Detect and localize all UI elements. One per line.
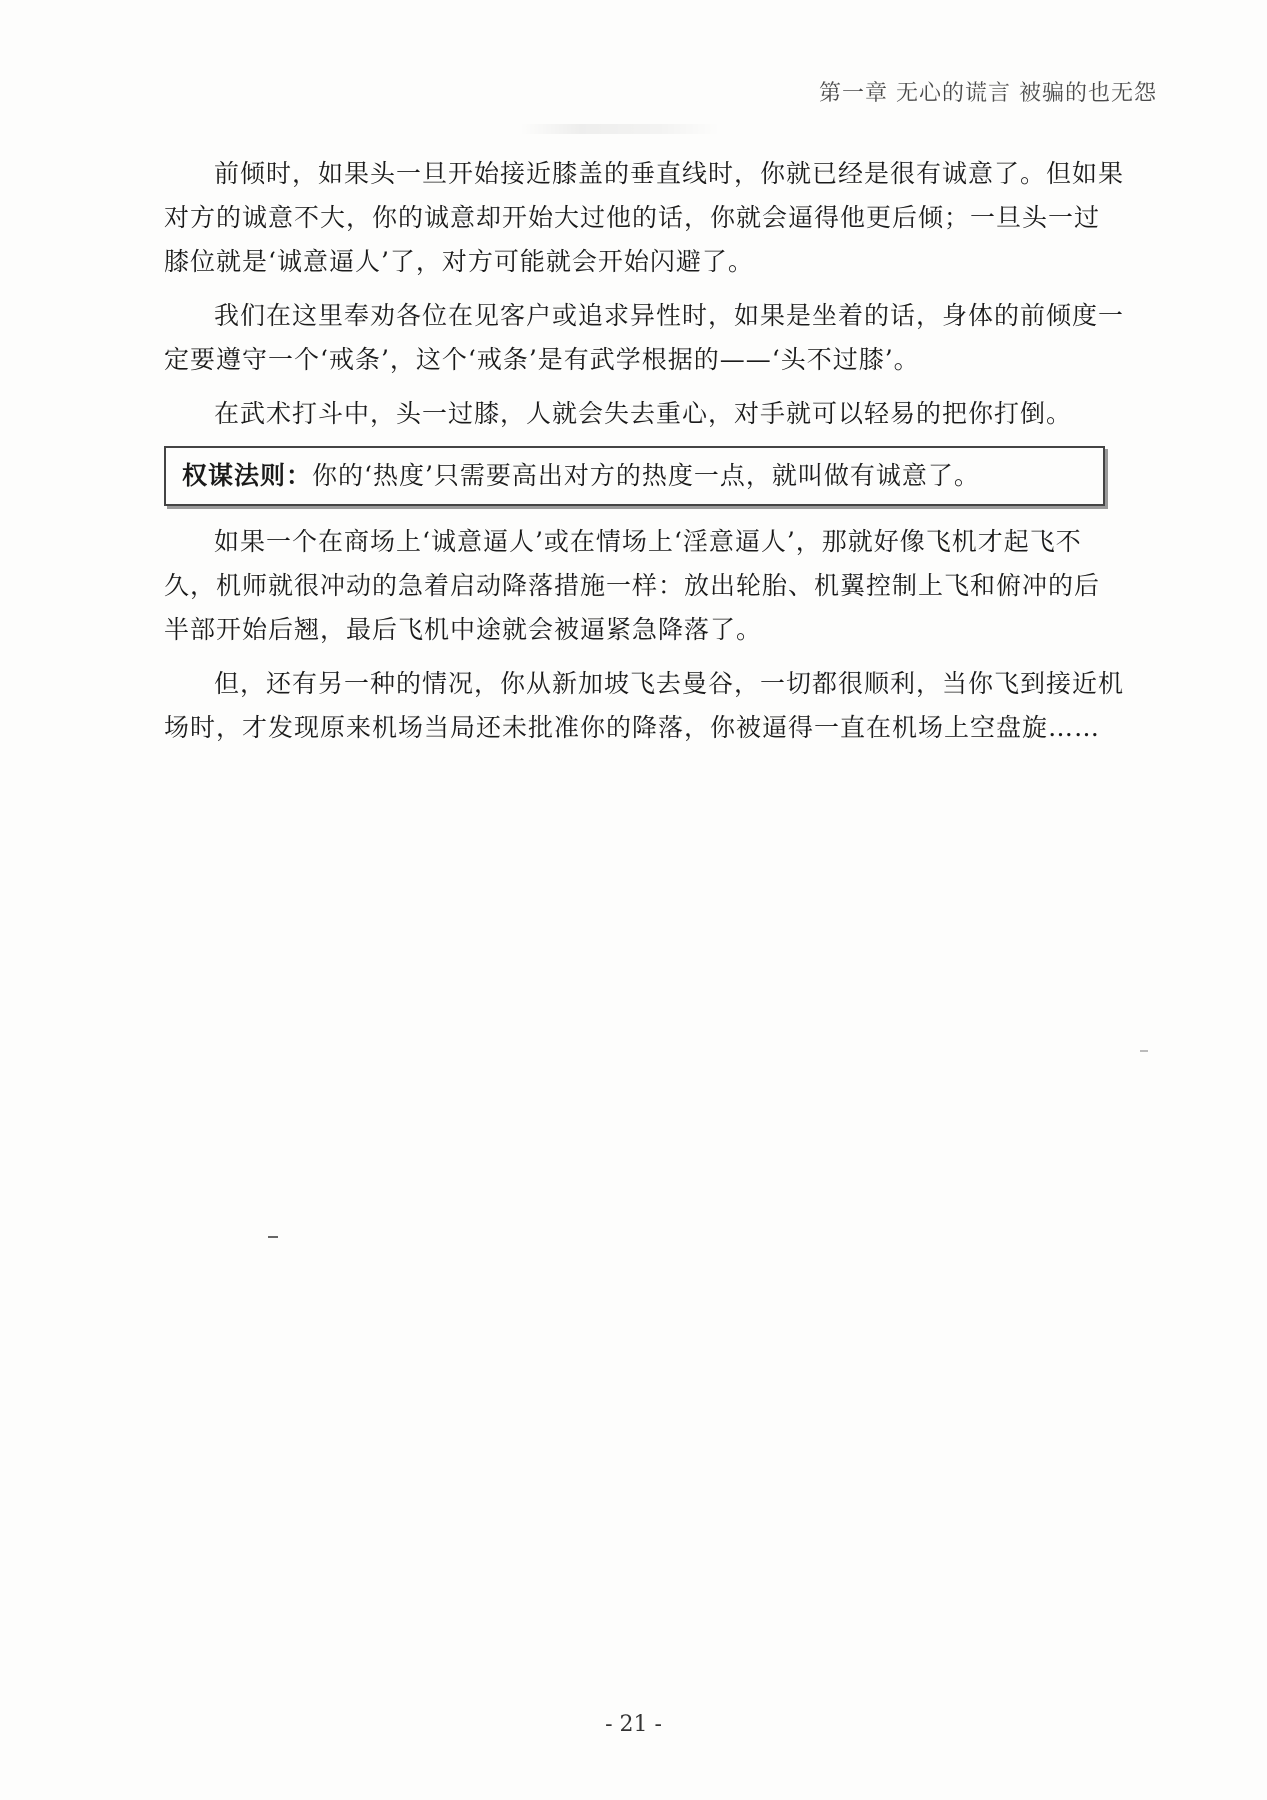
scan-speck [268,1236,278,1238]
paragraph: 如果一个在商场上‘诚意逼人’或在情场上‘淫意逼人’，那就好像飞机才起飞不久，机师就很冲动的急着启动降落措施一样：放出轮胎、机翼控制上飞和俯冲的后半部开始后翘，最后飞机中途就会被逼紧急降落了。 [164,527,1101,644]
paragraph: 前倾时，如果头一旦开始接近膝盖的垂直线时，你就已经是很有诚意了。但如果对方的诚意不大，你的诚意却开始大过他的话，你就会逼得他更后倾；一旦头一过膝位就是‘诚意逼人’了，对方可能就会开始闪避了。 [164,159,1125,276]
rule-callout [182,454,1087,498]
paragraph: 我们在这里奉劝各位在见客户或追求异性时，如果是坐着的话，身体的前倾度一定要遵守一个‘戒条’，这个‘戒条’是有武学根据的——‘头不过膝’。 [164,301,1125,374]
scan-artifact [520,124,720,134]
page-number: - 21 - [605,1712,662,1737]
rule-callout-box [164,446,1105,506]
paragraph: 但，还有另一种的情况，你从新加坡飞去曼谷，一切都很顺利，当你飞到接近机场时，才发现原来机场当局还未批准你的降落，你被逼得一直在机场上空盘旋…… [164,669,1125,742]
scan-speck [1140,1050,1148,1052]
running-header: 第一章 无心的谎言 被骗的也无怨 [819,81,1157,106]
page-body [164,152,1124,760]
rule-label: 权谋法则： [182,461,313,490]
rule-text: 你的‘热度’只需要高出对方的热度一点，就叫做有诚意了。 [312,461,980,490]
paragraph: 在武术打斗中，头一过膝，人就会失去重心，对手就可以轻易的把你打倒。 [214,399,1073,428]
